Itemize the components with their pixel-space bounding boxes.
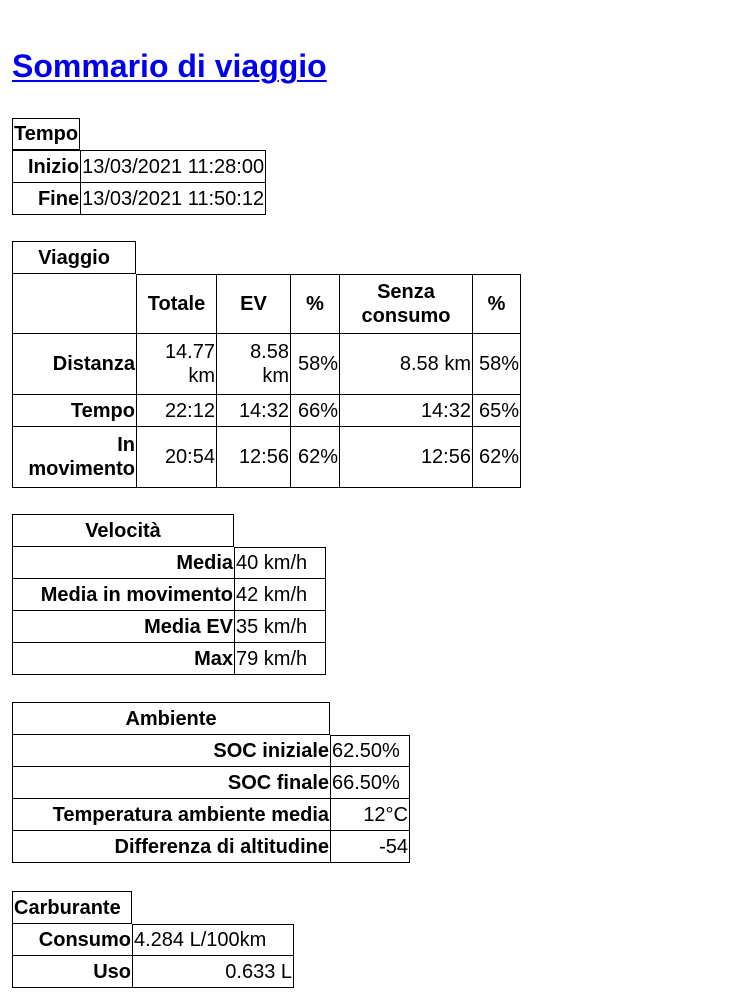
velocita-value-max: 79 km/h [234, 642, 326, 675]
carburante-table [12, 891, 294, 988]
tempo-label-inizio: Inizio [12, 150, 80, 182]
velocita-header: Velocità [12, 514, 234, 547]
viaggio-movimento-senza: 12:56 [339, 426, 472, 488]
viaggio-table [12, 241, 521, 488]
carburante-label-consumo: Consumo [12, 924, 132, 955]
velocita-value-media-movimento: 42 km/h [234, 578, 326, 610]
viaggio-movimento-totale: 20:54 [136, 426, 216, 488]
viaggio-tempo-senza-percent: 65% [472, 394, 521, 426]
viaggio-tempo-ev-percent: 66% [290, 394, 339, 426]
ambiente-value-temperatura: 12°C [330, 798, 410, 830]
ambiente-value-altitudine: -54 [330, 830, 410, 863]
carburante-value-uso: 0.633 L [132, 955, 294, 988]
ambiente-label-altitudine: Differenza di altitudine [12, 830, 330, 863]
viaggio-label-movimento: In movimento [12, 426, 136, 488]
velocita-label-media-movimento: Media in movimento [12, 578, 234, 610]
viaggio-distanza-ev: 8.58 km [216, 333, 290, 394]
velocita-label-media-ev: Media EV [12, 610, 234, 642]
velocita-label-media: Media [12, 547, 234, 578]
velocita-table [12, 514, 326, 675]
viaggio-label-tempo: Tempo [12, 394, 136, 426]
tempo-value-inizio: 13/03/2021 11:28:00 [80, 150, 266, 182]
carburante-value-consumo: 4.284 L/100km [132, 924, 294, 955]
ambiente-table [12, 702, 410, 863]
viaggio-col-totale: Totale [136, 274, 216, 333]
ambiente-value-soc-iniziale: 62.50% [330, 735, 410, 766]
ambiente-header: Ambiente [12, 702, 330, 735]
report-page [12, 0, 742, 983]
viaggio-distanza-ev-percent: 58% [290, 333, 339, 394]
viaggio-movimento-ev-percent: 62% [290, 426, 339, 488]
viaggio-movimento-ev: 12:56 [216, 426, 290, 488]
viaggio-label-distanza: Distanza [12, 333, 136, 394]
ambiente-label-soc-finale: SOC finale [12, 766, 330, 798]
ambiente-label-temperatura: Temperatura ambiente media [12, 798, 330, 830]
viaggio-distanza-senza-percent: 58% [472, 333, 521, 394]
viaggio-distanza-totale: 14.77 km [136, 333, 216, 394]
viaggio-distanza-senza: 8.58 km [339, 333, 472, 394]
viaggio-movimento-senza-percent: 62% [472, 426, 521, 488]
page-title [12, 0, 742, 94]
viaggio-corner [12, 274, 136, 333]
viaggio-tempo-totale: 22:12 [136, 394, 216, 426]
viaggio-tempo-senza: 14:32 [339, 394, 472, 426]
velocita-label-max: Max [12, 642, 234, 675]
viaggio-header: Viaggio [12, 241, 136, 274]
carburante-label-uso: Uso [12, 955, 132, 988]
viaggio-col-senza-consumo: Senza consumo [339, 274, 472, 333]
velocita-value-media-ev: 35 km/h [234, 610, 326, 642]
ambiente-value-soc-finale: 66.50% [330, 766, 410, 798]
ambiente-label-soc-iniziale: SOC iniziale [12, 735, 330, 766]
carburante-header: Carburante [12, 891, 132, 924]
viaggio-col-senza-percent: % [472, 274, 521, 333]
viaggio-tempo-ev: 14:32 [216, 394, 290, 426]
tempo-header: Tempo [12, 118, 80, 150]
tempo-table [12, 118, 266, 215]
velocita-value-media: 40 km/h [234, 547, 326, 578]
tempo-label-fine: Fine [12, 182, 80, 215]
tempo-value-fine: 13/03/2021 11:50:12 [80, 182, 266, 215]
page-title-link[interactable]: Sommario di viaggio [12, 48, 327, 84]
viaggio-col-ev-percent: % [290, 274, 339, 333]
viaggio-col-ev: EV [216, 274, 290, 333]
